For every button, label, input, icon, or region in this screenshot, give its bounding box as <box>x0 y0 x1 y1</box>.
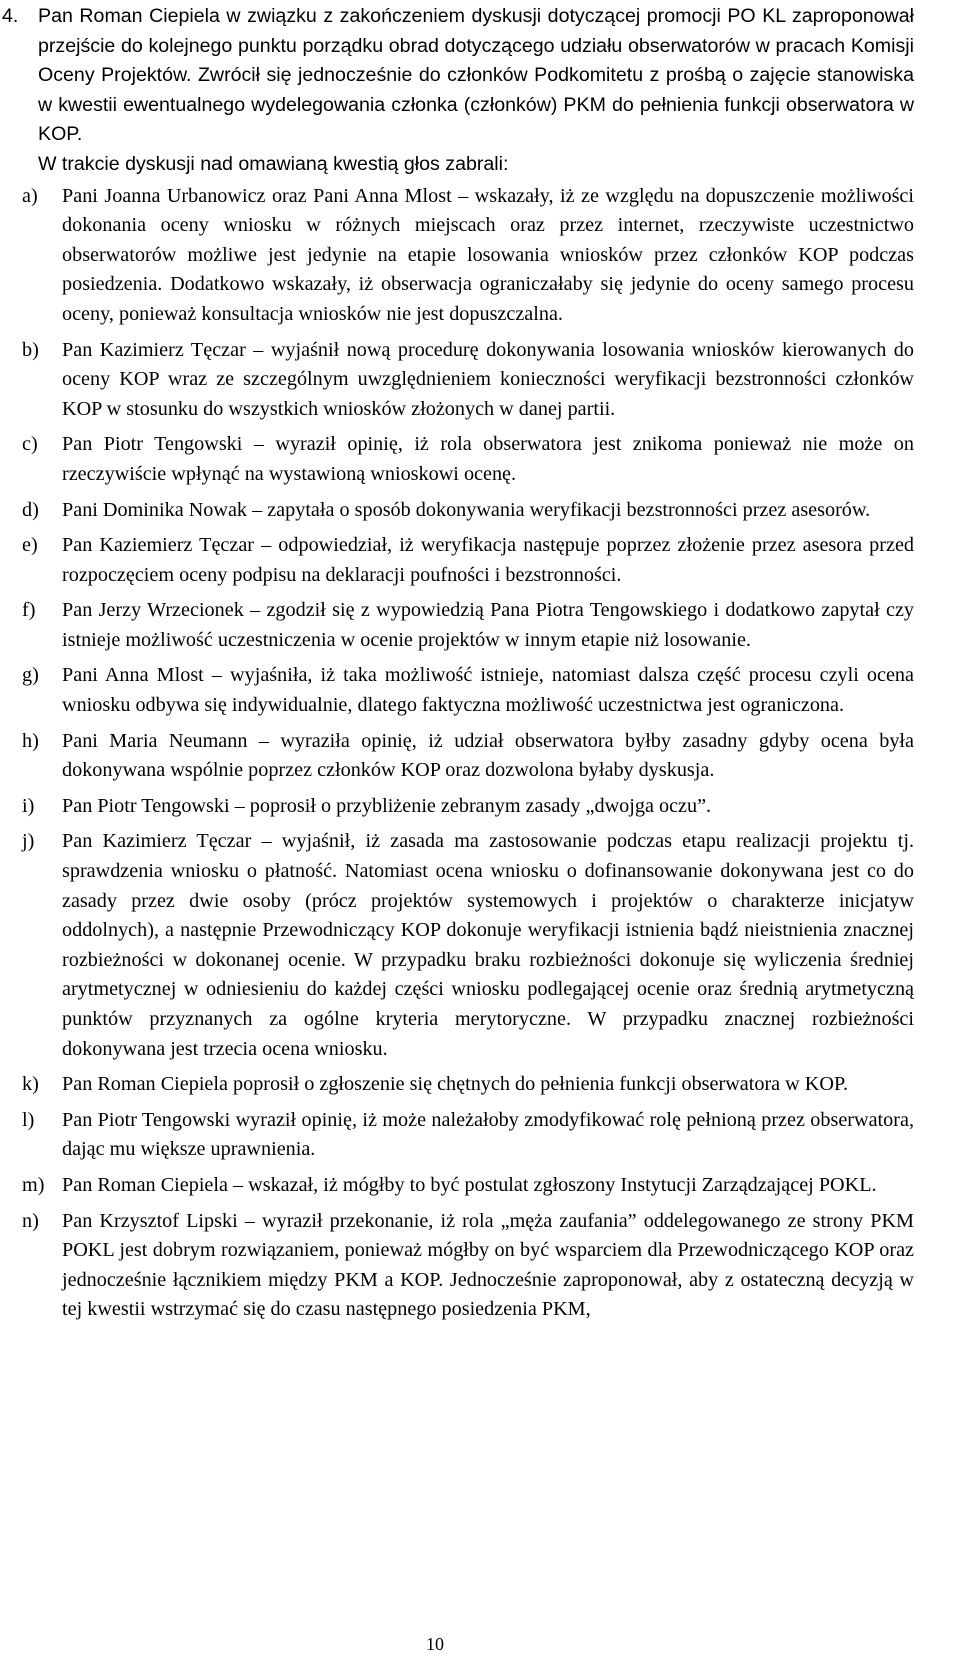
list-item-letter: h) <box>22 729 39 752</box>
list-item <box>22 827 914 1064</box>
list-item-text: Pani Anna Mlost – wyjaśniła, iż taka możliwość istnieje, natomiast dalsza część procesu czyli ocena wniosku odbywa się indywidualnie, dlatego faktyczna możliwość uczestnictwa jest ograniczona. <box>62 664 914 717</box>
list-item-text: Pan Krzysztof Lipski – wyraził przekonanie, iż rola „męża zaufania” oddelegowanego ze strony PKM POKL jest dobrym rozwiązaniem, ponieważ mógłby on być wsparciem dla Przewodniczącego KOP oraz jednocześnie łącznikiem między PKM a KOP. Jednocześnie zaproponował, aby z ostateczną decyzją w tej kwestii wstrzymać się do czasu następnego posiedzenia PKM, <box>62 1209 914 1321</box>
list-item-text: Pani Joanna Urbanowicz oraz Pani Anna Mlost – wskazały, iż ze względu na dopuszczenie możliwości dokonania oceny wniosku w różnych miejscach oraz przez internet, rzeczywiste uczestnictwo obserwatorów możliwe jest jedynie na etapie losowania wniosków przez członków KOP podczas posiedzenia. Dodatkowo wskazały, iż obserwacja ograniczałaby się jedynie do oceny samego procesu oceny, ponieważ konsultacja wniosków nie jest dopuszczalna. <box>62 184 914 325</box>
speaker-list <box>22 182 914 1325</box>
list-item-text: Pan Kazimierz Tęczar – wyjaśnił nową procedurę dokonywania losowania wniosków kierowanych do oceny KOP wraz ze szczególnym uwzględnieniem konieczności weryfikacji bezstronności członków KOP w stosunku do wszystkich wniosków złożonych w danej partii. <box>62 338 914 420</box>
list-item-text: Pan Roman Ciepiela poprosił o zgłoszenie się chętnych do pełnienia funkcji obserwatora w KOP. <box>62 1073 849 1096</box>
list-item-letter: c) <box>22 433 38 456</box>
list-item-text: Pani Maria Neumann – wyraziła opinię, iż udział obserwatora byłby zasadny gdyby ocena była dokonywana wspólnie poprzez członków KOP oraz dozwolona byłaby dyskusja. <box>62 729 914 782</box>
list-item-text: Pan Piotr Tengowski wyraził opinię, iż może należałoby zmodyfikować rolę pełnioną przez obserwatora, dając mu większe uprawnienia. <box>62 1108 914 1161</box>
list-item-text: Pani Dominika Nowak – zapytała o sposób dokonywania weryfikacji bezstronności przez asesorów. <box>62 498 871 521</box>
list-item <box>22 531 914 590</box>
list-item <box>22 1207 914 1325</box>
list-item-text: Pan Piotr Tengowski – wyraził opinię, iż rola obserwatora jest znikoma ponieważ nie może on rzeczywiście wpłynąć na wystawioną wnioskowi ocenę. <box>62 433 914 485</box>
page-number: 10 <box>426 1634 444 1654</box>
list-item-letter: d) <box>22 498 39 521</box>
agenda-item-number: 4. <box>2 5 19 27</box>
list-item <box>22 596 914 655</box>
list-item <box>22 661 914 720</box>
list-item-letter: k) <box>22 1073 39 1096</box>
list-item <box>22 727 914 786</box>
list-item <box>22 430 914 489</box>
list-item-letter: j) <box>22 830 35 853</box>
list-item-text: Pan Jerzy Wrzecionek – zgodził się z wypowiedzią Pana Piotra Tengowskiego i dodatkowo zapytał czy istnieje możliwość uczestniczenia w ocenie projektów w innym etapie niż losowanie. <box>62 599 914 651</box>
agenda-item-text: Pan Roman Ciepiela w związku z zakończeniem dyskusji dotyczącej promocji PO KL zaproponował przejście do kolejnego punktu porządku obrad dotyczącego udziału obserwatorów w pracach Komisji Oceny Projektów. Zwrócił się jednocześnie do członków Podkomitetu z prośbą o zajęcie stanowiska w kwestii ewentualnego wydelegowania członka (członków) PKM do pełnienia funkcji obserwatora w KOP. <box>38 5 914 146</box>
list-item-letter: i) <box>22 794 35 817</box>
list-item-text: Pan Kaziemierz Tęczar – odpowiedział, iż weryfikacja następuje poprzez złożenie przez asesora przed rozpoczęciem oceny podpisu na deklaracji poufności i bezstronności. <box>62 534 914 586</box>
list-item <box>22 336 914 425</box>
list-item-letter: f) <box>22 599 36 622</box>
list-item-letter: a) <box>22 184 38 207</box>
list-item <box>22 1171 914 1201</box>
list-item-letter: m) <box>22 1173 45 1196</box>
list-item <box>22 792 914 822</box>
list-item <box>22 1106 914 1165</box>
list-item-text: Pan Roman Ciepiela – wskazał, iż mógłby to być postulat zgłoszony Instytucji Zarządzającej POKL. <box>62 1173 877 1196</box>
list-item-text: Pan Piotr Tengowski – poprosił o przybliżenie zebranym zasady „dwojga oczu”. <box>62 794 712 817</box>
list-item-text: Pan Kazimierz Tęczar – wyjaśnił, iż zasada ma zastosowanie podczas etapu realizacji projektu tj. sprawdzenia wniosku o płatność. Natomiast ocena wniosku o dofinansowanie dokonywana jest co do zasady przez dwie osoby (prócz projektów systemowych i projektów o charakterze inicjatyw oddolnych), a następnie Przewodniczący KOP dokonuje weryfikacji istnienia bądź nieistnienia znacznej rozbieżności w dokonanej ocenie. W przypadku braku rozbieżności dokonuje się wyliczenia średniej arytmetycznej w odniesieniu do każdej części wniosku podlegającej ocenie oraz średnią arytmetyczną punktów przyznanych za ogólne kryteria merytoryczne. W przypadku znacznej rozbieżności dokonywana jest trzecia ocena wniosku. <box>62 830 914 1060</box>
list-item-letter: n) <box>22 1209 39 1232</box>
list-item <box>22 496 914 526</box>
list-item <box>22 182 914 330</box>
discussion-intro: W trakcie dyskusji nad omawianą kwestią głos zabrali: <box>38 152 509 175</box>
list-item <box>22 1070 914 1100</box>
list-item-letter: b) <box>22 338 39 361</box>
list-item-letter: g) <box>22 664 39 687</box>
list-item-letter: l) <box>22 1108 35 1131</box>
list-item-letter: e) <box>22 534 38 557</box>
agenda-item-4 <box>2 2 914 150</box>
